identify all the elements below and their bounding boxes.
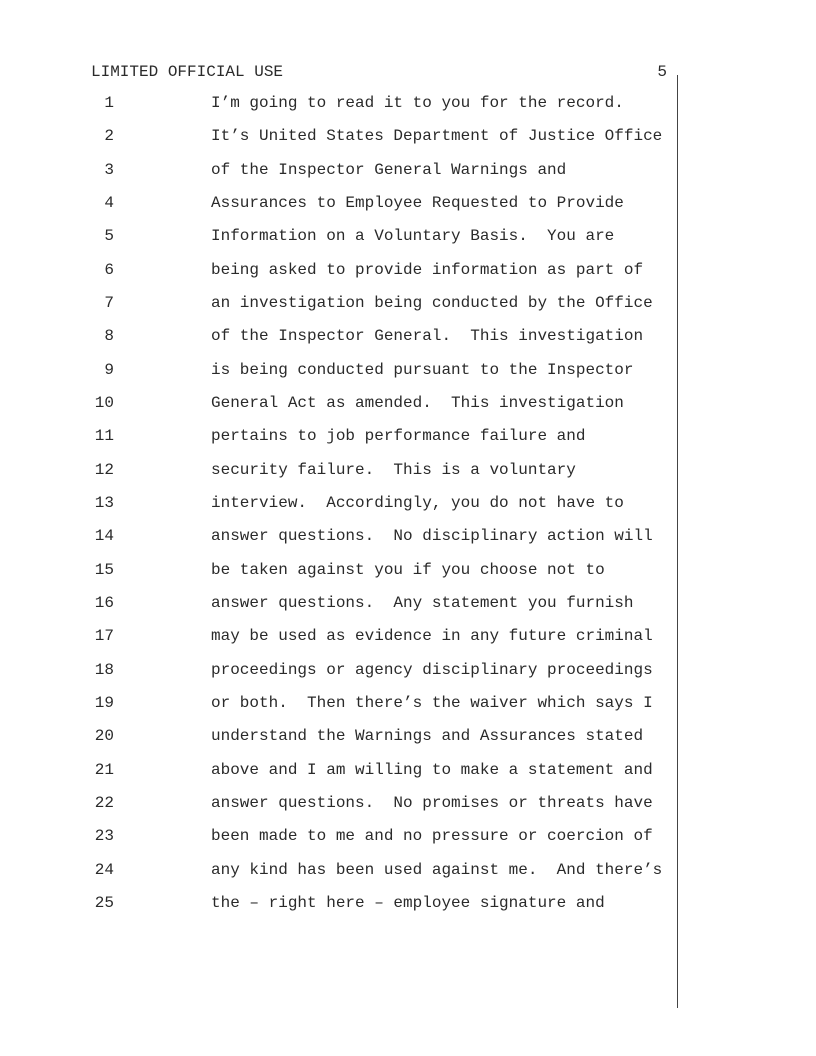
line-number: 21	[94, 760, 114, 779]
line-number: 17	[94, 627, 114, 646]
line-text: Assurances to Employee Requested to Provide	[211, 193, 624, 212]
line-number: 16	[94, 593, 114, 612]
line-number: 15	[94, 560, 114, 579]
line-text: Information on a Voluntary Basis. You are	[211, 227, 615, 246]
line-number: 24	[94, 860, 114, 879]
line-text: an investigation being conducted by the Office	[211, 293, 653, 312]
line-number: 10	[94, 393, 114, 412]
right-margin-rule	[677, 75, 678, 1008]
page-number: 5	[657, 63, 667, 81]
line-text: of the Inspector General. This investigation	[211, 327, 644, 346]
line-text: may be used as evidence in any future criminal	[211, 627, 653, 646]
line-number: 1	[104, 94, 114, 112]
line-number: 2	[104, 127, 114, 146]
classification-header: LIMITED OFFICIAL USE	[91, 63, 284, 81]
line-text: answer questions. No promises or threats have	[211, 793, 653, 812]
line-text: is being conducted pursuant to the Inspector	[211, 360, 634, 379]
line-text: of the Inspector General Warnings and	[211, 160, 567, 179]
line-text: security failure. This is a voluntary	[211, 460, 576, 479]
line-text: the – right here – employee signature and	[211, 893, 605, 912]
line-text: interview. Accordingly, you do not have to	[211, 493, 624, 512]
line-text: answer questions. Any statement you furnish	[211, 593, 634, 612]
line-number: 9	[104, 360, 114, 379]
line-text: been made to me and no pressure or coercion of	[211, 827, 653, 846]
line-text: any kind has been used against me. And there’s	[211, 860, 663, 879]
line-text: or both. Then there’s the waiver which says I	[211, 693, 653, 712]
line-number: 8	[104, 327, 114, 346]
line-text: pertains to job performance failure and	[211, 427, 586, 446]
line-number: 3	[104, 160, 114, 179]
line-number: 5	[104, 227, 114, 246]
line-number: 12	[94, 460, 114, 479]
line-number: 19	[94, 693, 114, 712]
line-number: 22	[94, 793, 114, 812]
line-text: proceedings or agency disciplinary proceedings	[211, 660, 653, 679]
line-number: 13	[94, 493, 114, 512]
line-number: 6	[104, 260, 114, 279]
line-number: 20	[94, 727, 114, 746]
line-text: above and I am willing to make a statement and	[211, 760, 653, 779]
line-text: understand the Warnings and Assurances stated	[211, 727, 644, 746]
line-number: 14	[94, 527, 114, 546]
line-number: 7	[104, 293, 114, 312]
line-number: 4	[104, 193, 114, 212]
line-number: 18	[94, 660, 114, 679]
line-text: It’s United States Department of Justice Office	[211, 127, 663, 146]
line-number: 25	[94, 893, 114, 912]
line-number: 23	[94, 827, 114, 846]
line-text: answer questions. No disciplinary action will	[211, 527, 653, 546]
line-text: being asked to provide information as part of	[211, 260, 644, 279]
line-text: be taken against you if you choose not to	[211, 560, 605, 579]
line-number: 11	[94, 427, 114, 446]
line-text: I’m going to read it to you for the record.	[211, 94, 624, 112]
line-text: General Act as amended. This investigation	[211, 393, 624, 412]
